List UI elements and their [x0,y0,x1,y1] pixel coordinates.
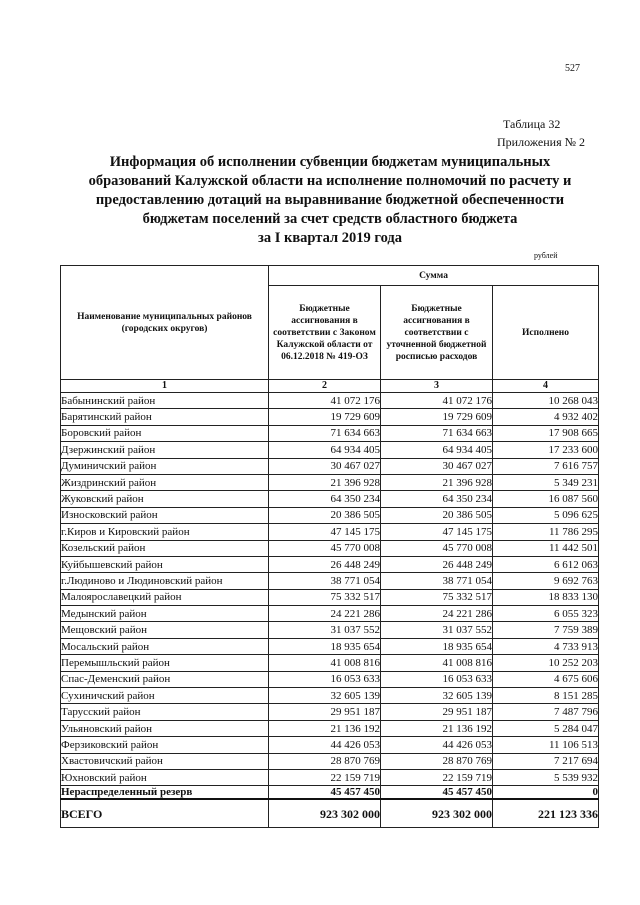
header-row [61,266,599,286]
table-row [61,638,599,654]
revised-amount: 71 634 663 [381,425,493,441]
executed-amount: 16 087 560 [493,491,599,507]
executed-amount: 9 692 763 [493,573,599,589]
executed-amount: 7 217 694 [493,753,599,769]
title-line: предоставлению дотаций на выравнивание бюджетной обеспеченности [95,192,565,208]
reserve-row [61,786,599,800]
executed-amount: 7 616 757 [493,458,599,474]
header-index: 4 [493,380,599,393]
revised-amount: 22 159 719 [381,769,493,785]
revised-amount: 21 136 192 [381,720,493,736]
district-name: Жиздринский район [61,474,269,490]
revised-amount: 64 350 234 [381,491,493,507]
district-name: Барятинский район [61,409,269,425]
law-amount: 22 159 719 [269,769,381,785]
table-row [61,458,599,474]
header-index-row [61,380,599,393]
page-number: 527 [565,63,580,74]
revised-amount: 16 053 633 [381,671,493,687]
revised-amount: 32 605 139 [381,688,493,704]
revised-amount: 41 072 176 [381,393,493,409]
law-amount: 44 426 053 [269,737,381,753]
law-amount: 29 951 187 [269,704,381,720]
title-line: за I квартал 2019 года [258,230,402,246]
revised-amount: 64 934 405 [381,442,493,458]
revised-amount: 28 870 769 [381,753,493,769]
table-row [61,737,599,753]
header-revised-column: Бюджетные ассигнования в соответствии с уточненной бюджетной росписью расходов [381,286,493,380]
district-name: Мещовский район [61,622,269,638]
district-name: Медынский район [61,606,269,622]
table-row [61,425,599,441]
revised-amount: 47 145 175 [381,524,493,540]
table-row [61,769,599,785]
title-line: Информация об исполнении субвенции бюджетам муниципальных [109,154,551,170]
revised-amount: 18 935 654 [381,638,493,654]
district-name: Жуковский район [61,491,269,507]
executed-amount: 4 932 402 [493,409,599,425]
header-index: 1 [61,380,269,393]
executed-amount: 5 284 047 [493,720,599,736]
law-amount: 24 221 286 [269,606,381,622]
revised-amount: 24 221 286 [381,606,493,622]
table-row [61,589,599,605]
table-row [61,540,599,556]
appendix-label: Приложения № 2 [497,135,586,149]
district-name: Малоярославецкий район [61,589,269,605]
title-line: образований Калужской области на исполнение полномочий по расчету и [88,173,572,189]
district-name: Перемышльский район [61,655,269,671]
total-row [61,799,599,827]
law-amount: 18 935 654 [269,638,381,654]
reserve-name: Нераспределенный резерв [61,786,269,800]
table-row [61,671,599,687]
revised-amount: 21 396 928 [381,474,493,490]
law-amount: 64 350 234 [269,491,381,507]
law-amount: 21 396 928 [269,474,381,490]
law-amount: 45 770 008 [269,540,381,556]
district-name: Козельский район [61,540,269,556]
district-name: Износковский район [61,507,269,523]
revised-amount: 29 951 187 [381,704,493,720]
law-amount: 16 053 633 [269,671,381,687]
table-row [61,704,599,720]
law-amount: 32 605 139 [269,688,381,704]
table-row [61,606,599,622]
header-index: 3 [381,380,493,393]
revised-amount: 38 771 054 [381,573,493,589]
district-name: Боровский район [61,425,269,441]
executed-amount: 18 833 130 [493,589,599,605]
district-name: г.Людиново и Людиновский район [61,573,269,589]
revised-amount: 26 448 249 [381,556,493,572]
revised-amount: 20 386 505 [381,507,493,523]
district-name: Мосальский район [61,638,269,654]
executed-amount: 5 539 932 [493,769,599,785]
law-amount: 31 037 552 [269,622,381,638]
executed-amount: 8 151 285 [493,688,599,704]
district-name: Куйбышевский район [61,556,269,572]
table-row [61,393,599,409]
executed-amount: 11 786 295 [493,524,599,540]
table-label: Таблица 32 [503,117,561,131]
executed-amount: 7 487 796 [493,704,599,720]
district-name: Дзержинский район [61,442,269,458]
executed-amount: 17 233 600 [493,442,599,458]
header-sum: Сумма [269,266,599,286]
district-name: г.Киров и Кировский район [61,524,269,540]
reserve-executed-amount: 0 [493,786,599,800]
law-amount: 28 870 769 [269,753,381,769]
law-amount: 64 934 405 [269,442,381,458]
table-row [61,720,599,736]
executed-amount: 6 055 323 [493,606,599,622]
revised-amount: 19 729 609 [381,409,493,425]
district-name: Ферзиковский район [61,737,269,753]
total-executed-amount: 221 123 336 [493,799,599,827]
table-row [61,753,599,769]
executed-amount: 10 268 043 [493,393,599,409]
total-name: ВСЕГО [61,799,269,827]
executed-amount: 17 908 665 [493,425,599,441]
table-row [61,688,599,704]
document-title [70,153,590,248]
reserve-law-amount: 45 457 450 [269,786,381,800]
district-name: Спас-Деменский район [61,671,269,687]
law-amount: 47 145 175 [269,524,381,540]
law-amount: 71 634 663 [269,425,381,441]
district-name: Тарусский район [61,704,269,720]
district-name: Думиничский район [61,458,269,474]
table-row [61,507,599,523]
law-amount: 41 072 176 [269,393,381,409]
table-row [61,442,599,458]
table-row [61,622,599,638]
table-row [61,491,599,507]
executed-amount: 5 349 231 [493,474,599,490]
district-name: Ульяновский район [61,720,269,736]
law-amount: 30 467 027 [269,458,381,474]
law-amount: 20 386 505 [269,507,381,523]
law-amount: 75 332 517 [269,589,381,605]
executed-amount: 7 759 389 [493,622,599,638]
executed-amount: 5 096 625 [493,507,599,523]
header-index: 2 [269,380,381,393]
revised-amount: 31 037 552 [381,622,493,638]
executed-amount: 6 612 063 [493,556,599,572]
law-amount: 26 448 249 [269,556,381,572]
reserve-revised-amount: 45 457 450 [381,786,493,800]
title-line: бюджетам поселений за счет средств областного бюджета [142,211,518,227]
law-amount: 21 136 192 [269,720,381,736]
district-name: Сухиничский район [61,688,269,704]
district-name: Юхновский район [61,769,269,785]
total-law-amount: 923 302 000 [269,799,381,827]
district-name: Хвастовичский район [61,753,269,769]
executed-amount: 10 252 203 [493,655,599,671]
executed-amount: 11 106 513 [493,737,599,753]
law-amount: 19 729 609 [269,409,381,425]
table-row [61,474,599,490]
budget-table [60,265,599,828]
table-row [61,556,599,572]
table-row [61,409,599,425]
header-name-column: Наименование муниципальных районов (городских округов) [61,266,269,380]
revised-amount: 44 426 053 [381,737,493,753]
revised-amount: 75 332 517 [381,589,493,605]
header-law-column: Бюджетные ассигнования в соответствии с Законом Калужской области от 06.12.2018 № 419-ОЗ [269,286,381,380]
executed-amount: 4 733 913 [493,638,599,654]
district-name: Бабынинский район [61,393,269,409]
executed-amount: 4 675 606 [493,671,599,687]
law-amount: 38 771 054 [269,573,381,589]
revised-amount: 41 008 816 [381,655,493,671]
law-amount: 41 008 816 [269,655,381,671]
table-row [61,524,599,540]
units-label: рублей [534,251,558,260]
table-row [61,573,599,589]
executed-amount: 11 442 501 [493,540,599,556]
table-row [61,655,599,671]
revised-amount: 30 467 027 [381,458,493,474]
revised-amount: 45 770 008 [381,540,493,556]
total-revised-amount: 923 302 000 [381,799,493,827]
table-body [61,393,599,786]
header-executed-column: Исполнено [493,286,599,380]
